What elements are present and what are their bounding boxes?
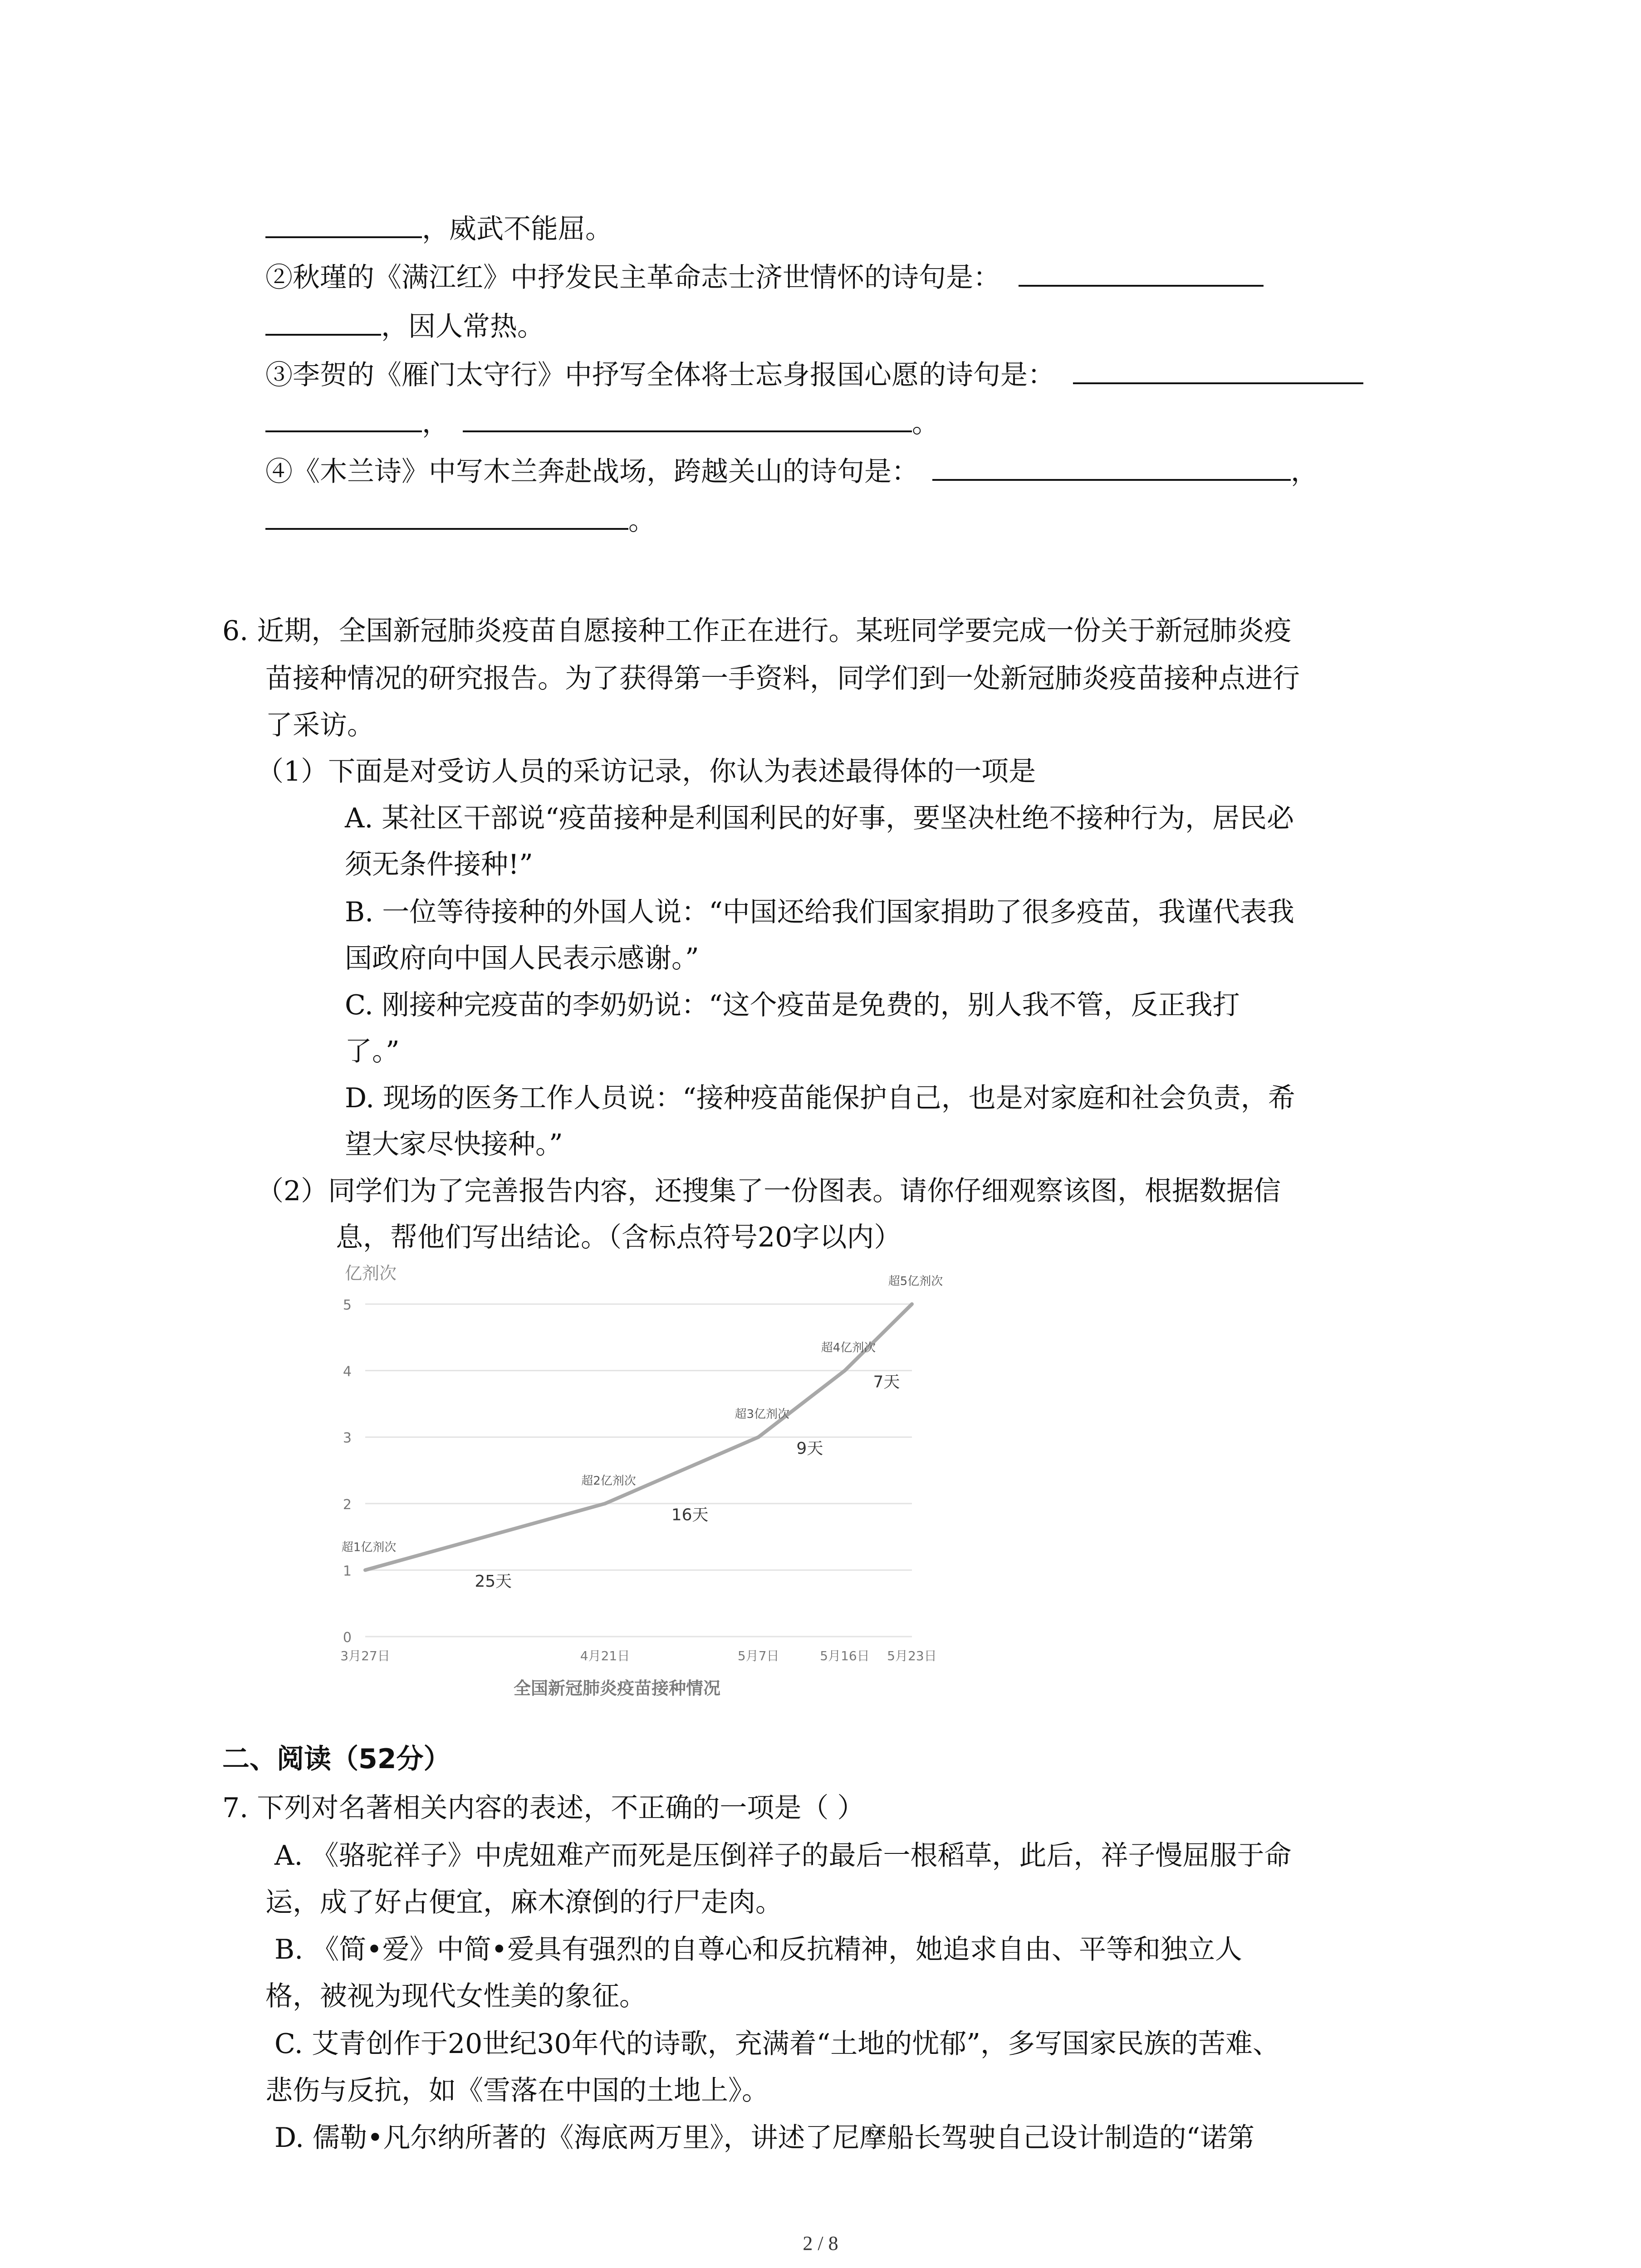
poem-item-1-line: ，威武不能屈。 xyxy=(265,211,612,245)
interval-labels xyxy=(475,1373,900,1591)
answer-blank[interactable] xyxy=(932,454,1291,481)
q7-option-b-line-2: 格，被视为现代女性美的象征。 xyxy=(265,1980,647,2012)
x-tick-label: 3月27日 xyxy=(340,1648,390,1663)
poem-item-3-line: ③李贺的《雁门太守行》中抒写全体将士忘身报国心愿的诗句是： xyxy=(265,357,1363,391)
q7-option-c-line-2: 悲伤与反抗，如《雪落在中国的土地上》。 xyxy=(265,2075,769,2107)
q7-option-d-line-1[interactable]: D. 儒勒•凡尔纳所著的《海底两万里》，讲述了尼摩船长驾驶自己设计制造的“诺第 xyxy=(274,2122,1255,2154)
point-labels xyxy=(342,1275,943,1554)
q6-subquestion-2-line-2: 息，帮他们写出结论。（含标点符号20字以内） xyxy=(336,1222,901,1253)
poem-item-4-line-2: 。 xyxy=(265,503,656,537)
point-label: 超3亿剂次 xyxy=(735,1408,790,1422)
y-axis-label: 亿剂次 xyxy=(345,1263,397,1283)
y-tick-label: 5 xyxy=(343,1297,352,1313)
poem-item-2-line: ②秋瑾的《满江红》中抒发民主革命志士济世情怀的诗句是： xyxy=(265,259,1264,294)
poem-item-4-line: ④《木兰诗》中写木兰奔赴战场，跨越关山的诗句是： ， xyxy=(265,454,1318,488)
q6-option-a-line-2: 须无条件接种!” xyxy=(345,849,533,880)
poem-item-3-line-2: ， 。 xyxy=(265,405,939,440)
x-tick-labels xyxy=(340,1648,936,1663)
q6-intro-line-1: 6. 近期，全国新冠肺炎疫苗自愿接种工作正在进行。某班同学要完成一份关于新冠肺炎疫 xyxy=(222,615,1292,647)
y-tick-label: 2 xyxy=(343,1496,352,1513)
answer-blank[interactable] xyxy=(265,405,422,432)
y-tick-label: 1 xyxy=(343,1563,352,1579)
answer-blank[interactable] xyxy=(1019,259,1264,287)
chart-title: 全国新冠肺炎疫苗接种情况 xyxy=(513,1678,721,1698)
page-number: 2 / 8 xyxy=(803,2232,838,2254)
q6-option-c-line-2: 了。” xyxy=(345,1036,400,1067)
y-tick-label: 3 xyxy=(343,1430,352,1447)
q6-subquestion-2-line-1: （2）同学们为了完善报告内容，还搜集了一份图表。请你仔细观察该图，根据数据信 xyxy=(256,1175,1281,1207)
q6-option-c-line-1[interactable]: C. 刚接种完疫苗的李奶奶说：“这个疫苗是免费的，别人我不管，反正我打 xyxy=(345,989,1240,1021)
poem-item-2-line-2: ，因人常热。 xyxy=(265,308,544,343)
interval-label: 7天 xyxy=(873,1373,900,1392)
vaccination-line-chart xyxy=(336,1256,948,1715)
point-label: 超1亿剂次 xyxy=(341,1540,397,1554)
interval-label: 16天 xyxy=(671,1505,709,1525)
interval-label: 25天 xyxy=(475,1572,512,1591)
point-label: 超5亿剂次 xyxy=(888,1275,943,1288)
q7-option-a-line-2: 运，成了好占便宜，麻木潦倒的行尸走肉。 xyxy=(265,1887,783,1918)
q7-stem: 7. 下列对名著相关内容的表述，不正确的一项是（ ） xyxy=(222,1792,865,1824)
x-tick-label: 5月16日 xyxy=(820,1648,870,1663)
answer-blank[interactable] xyxy=(265,211,422,238)
answer-blank[interactable] xyxy=(265,308,381,336)
y-tick-label: 0 xyxy=(343,1630,352,1646)
q7-option-b-line-1[interactable]: B. 《简•爱》中简•爱具有强烈的自尊心和反抗精神，她追求自由、平等和独立人 xyxy=(274,1934,1243,1965)
q6-subquestion-1: （1）下面是对受访人员的采访记录，你认为表述最得体的一项是 xyxy=(256,756,1036,787)
q6-option-a-line-1[interactable]: A. 某社区干部说“疫苗接种是利国利民的好事，要坚决杜绝不接种行为，居民必 xyxy=(345,802,1294,834)
interval-label: 9天 xyxy=(796,1439,823,1458)
point-label: 超4亿剂次 xyxy=(821,1341,876,1355)
x-tick-label: 4月21日 xyxy=(580,1648,630,1663)
q6-option-b-line-2: 国政府向中国人民表示感谢。” xyxy=(345,943,699,974)
x-tick-label: 5月23日 xyxy=(887,1648,937,1663)
y-tick-labels xyxy=(343,1297,352,1646)
y-tick-label: 4 xyxy=(343,1364,352,1380)
answer-blank[interactable] xyxy=(463,405,912,432)
section-heading-reading: 二、阅读（52分） xyxy=(222,1743,451,1775)
point-label: 超2亿剂次 xyxy=(581,1474,636,1488)
q6-option-d-line-1[interactable]: D. 现场的医务工作人员说：“接种疫苗能保护自己，也是对家庭和社会负责，希 xyxy=(345,1082,1295,1114)
answer-blank[interactable] xyxy=(265,503,628,530)
q6-option-b-line-1[interactable]: B. 一位等待接种的外国人说：“中国还给我们国家捐助了很多疫苗，我谨代表我 xyxy=(345,896,1294,928)
q6-intro-line-3: 了采访。 xyxy=(265,709,374,741)
answer-blank[interactable] xyxy=(1073,357,1363,384)
q7-option-a-line-1[interactable]: A. 《骆驼祥子》中虎妞难产而死是压倒祥子的最后一根稻草，此后，祥子慢屈服于命 xyxy=(274,1840,1292,1872)
q7-option-c-line-1[interactable]: C. 艾青创作于20世纪30年代的诗歌，充满着“土地的忧郁”，多写国家民族的苦难、 xyxy=(274,2028,1280,2060)
q6-intro-line-2: 苗接种情况的研究报告。为了获得第一手资料，同学们到一处新冠肺炎疫苗接种点进行 xyxy=(265,663,1300,694)
q6-option-d-line-2: 望大家尽快接种。” xyxy=(345,1129,563,1160)
x-tick-label: 5月7日 xyxy=(737,1648,779,1663)
